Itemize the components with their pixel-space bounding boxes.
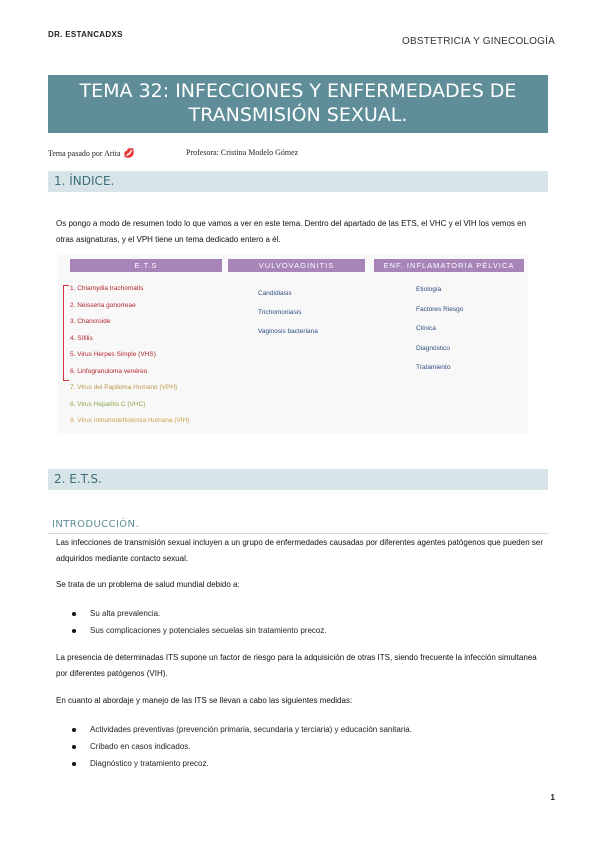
bullet-text: Su alta prevalencia. (90, 609, 161, 618)
page-title (48, 75, 548, 133)
diagram-col-epi-head: ENF. INFLAMATORIA PÉLVICA (374, 259, 524, 272)
header-author: DR. ESTANCADXS (48, 30, 123, 39)
ets-item: 2. Neisseria gonorreae (70, 301, 136, 309)
red-bracket (63, 285, 69, 381)
epi-item: Etiología (416, 286, 442, 293)
ets-item: 4. Sífilis (70, 334, 93, 342)
vulvo-item: Vaginosis bacteriana (258, 328, 318, 335)
vulvo-item: Candidiasis (258, 290, 292, 297)
bullet-text: Sus complicaciones y potenciales secuelas sin tratamiento precoz. (90, 626, 327, 635)
section-index-heading: 1. ÍNDICE. (48, 171, 548, 192)
diagram-col-vulvo-head: VULVOVAGINITIS (228, 259, 365, 272)
intro-heading-rule (48, 533, 548, 534)
title-line-1: TEMA 32: INFECCIONES Y ENFERMEDADES DE (79, 80, 517, 102)
page-number: 1 (550, 793, 555, 802)
intro-paragraph-2: Se trata de un problema de salud mundial debido a: (56, 580, 240, 589)
bullet-dot-icon (72, 762, 76, 766)
ets-item: 7. Virus del Papiloma Humano (VPH) (70, 384, 178, 391)
bullet-text: Actividades preventivas (prevención primaria, secundaria y terciaria) y educación sanitaria. (90, 725, 412, 734)
ets-item: 5. Virus Herpes Simple (VHS) (70, 351, 156, 358)
bullet-dot-icon (72, 745, 76, 749)
meta-professor: Profesora: Cristina Modelo Gómez (186, 148, 299, 157)
bullet-dot-icon (72, 612, 76, 616)
intro-paragraph-4: En cuanto al abordaje y manejo de las ITS se llevan a cabo las siguientes medidas: (56, 696, 353, 705)
epi-item: Diagnóstico (416, 344, 450, 352)
vulvo-item: Trichomoniasis (258, 309, 302, 316)
bullet-text: Diagnóstico y tratamiento precoz. (90, 759, 209, 768)
index-intro-paragraph: Os pongo a modo de resumen todo lo que vamos a ver en este tema. Dentro del apartado de las ETS, el VHC y el VIH los vemos en otras asignaturas, y el VPH tiene un tema dedicado entero a él. (56, 219, 527, 244)
header-subject: OBSTETRICIA Y GINECOLOGÍA (401, 36, 555, 47)
section-ets-heading: 2. E.T.S. (48, 469, 548, 490)
ets-item: 3. Chancroide (70, 318, 111, 325)
ets-item: 9. Virus Inmunodeficiencia Humana (VIH) (70, 417, 190, 424)
epi-item: Tratamiento (416, 364, 451, 371)
diagram-col-ets-head: E.T.S (70, 259, 222, 272)
epi-item: Factores Riesgo (416, 305, 464, 313)
meta-passed-by (48, 148, 135, 159)
bullet-dot-icon (72, 728, 76, 732)
intro-paragraph-1: Las infecciones de transmisión sexual incluyen a un grupo de enfermedades causadas por diferentes agentes patógenos que pueden ser adquiridos mediante contacto sexual. (56, 538, 543, 563)
ets-item: 6. Linfogranuloma venéreo (70, 367, 148, 375)
index-diagram (58, 255, 528, 433)
bullet-text: Cribado en casos indicados. (90, 742, 191, 751)
intro-paragraph-3: La presencia de determinadas ITS supone un factor de riesgo para la adquisición de otras ITS, siendo frecuente la infección simultanea por diferentes patógenos (VIH). (56, 653, 537, 678)
bullet-dot-icon (72, 629, 76, 633)
lips-icon: 💋 (123, 148, 135, 158)
ets-item: 8. Virus Hepatitis C (VHC) (70, 400, 146, 408)
meta-passed-by-text: Tema pasado por Arita (48, 149, 121, 158)
epi-item: Clínica (416, 325, 436, 332)
intro-heading: INTRODUCCIÓN. (52, 519, 140, 530)
ets-item: 1. Chlamydia trachomatis (70, 285, 144, 292)
title-line-2: TRANSMISIÓN SEXUAL. (188, 104, 408, 126)
